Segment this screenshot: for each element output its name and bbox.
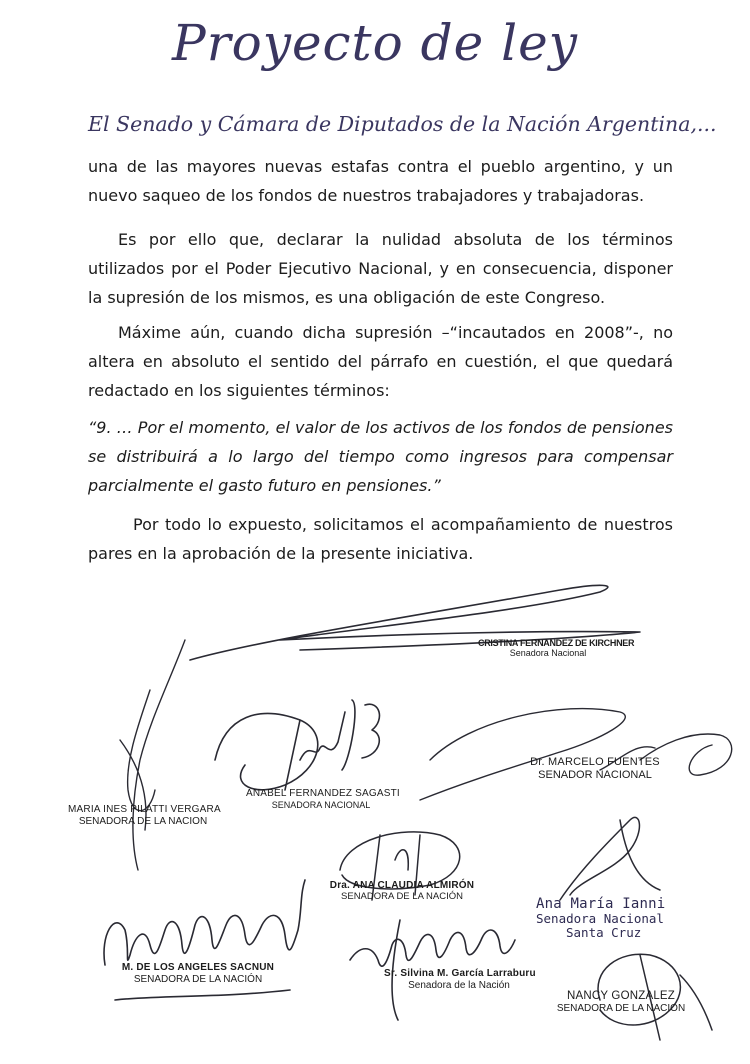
signature-fuentes	[420, 709, 732, 800]
closing-paragraph: Por todo lo expuesto, solicitamos el acompañamiento de nuestros pares en la aprobación de la presente iniciativa.	[88, 515, 673, 563]
signatory-name: Dra. ANA CLAUDIA ALMIRÓN	[329, 880, 475, 891]
document-title: Proyecto de ley	[172, 14, 578, 72]
paragraph: Es por ello que, declarar la nulidad absoluta de los términos utilizados por el Poder Ejecutivo Nacional, y en consecuencia, disponer la supresión de los mismos, es una obligación de este Congreso.	[88, 230, 673, 307]
signatory-name: M. DE LOS ANGELES SACNUN	[121, 962, 275, 973]
signatory-name: Dr. MARCELO FUENTES	[530, 756, 660, 768]
signatory-role: SENADOR NACIONAL	[538, 768, 652, 781]
signatory-stamp	[68, 804, 221, 827]
signatory-name: Ana María Ianni	[536, 896, 666, 912]
signatory-role: Senadora de la Nación	[408, 979, 510, 991]
signature-fernandez-sagasti	[215, 700, 379, 790]
signatory-stamp	[530, 756, 660, 781]
signatory-name: CRISTINA FERNANDEZ DE KIRCHNER	[478, 638, 635, 648]
paragraph: Máxime aún, cuando dicha supresión –“incautados en 2008”-, no altera en absoluto el sentido del párrafo en cuestión, el que quedará redactado en los siguientes términos:	[88, 323, 673, 400]
signatory-stamp	[327, 880, 477, 902]
signatory-role: SENADORA DE LA NACION	[78, 815, 208, 827]
signatory-name: MARIA INES PILATTI VERGARA	[68, 804, 221, 815]
signatory-name: Sr. Silvina M. García Larraburu	[384, 968, 536, 979]
signatory-stamp	[536, 896, 666, 941]
signatory-role: SENADORA NACIONAL	[271, 799, 371, 810]
signatory-stamp	[118, 962, 278, 985]
quoted-paragraph: “9. … Por el momento, el valor de los activos de los fondos de pensiones se distribuirá a lo largo del tiempo como ingresos para compensar parcialmente el gasto futuro en pensiones.”	[88, 418, 673, 495]
signatory-stamp	[478, 638, 635, 659]
legislative-header: El Senado y Cámara de Diputados de la Nación Argentina,...	[88, 112, 717, 136]
signatory-name: NANCY GONZALEZ	[566, 990, 676, 1002]
signatory-role: Senadora Nacional	[509, 648, 587, 659]
signatory-role: SENADORA DE LA NACIÓN	[133, 973, 263, 985]
signatory-role: Senadora Nacional	[536, 911, 664, 927]
signatory-province: Santa Cruz	[566, 925, 642, 941]
signatory-role: SENADORA DE LA NACIÓN	[341, 890, 463, 902]
signatory-name: ANABEL FERNANDEZ SAGASTI	[246, 788, 400, 799]
signature-ianni	[560, 817, 660, 900]
signature-pilatti-vergara	[120, 640, 185, 870]
signatory-stamp	[246, 788, 400, 810]
signatory-stamp	[384, 968, 534, 991]
paragraph: una de las mayores nuevas estafas contra el pueblo argentino, y un nuevo saqueo de los fondos de nuestros trabajadores y trabajadoras.	[88, 157, 673, 205]
signatory-role: SENADORA DE LA NACION	[556, 1003, 686, 1015]
signatory-stamp	[546, 990, 696, 1015]
